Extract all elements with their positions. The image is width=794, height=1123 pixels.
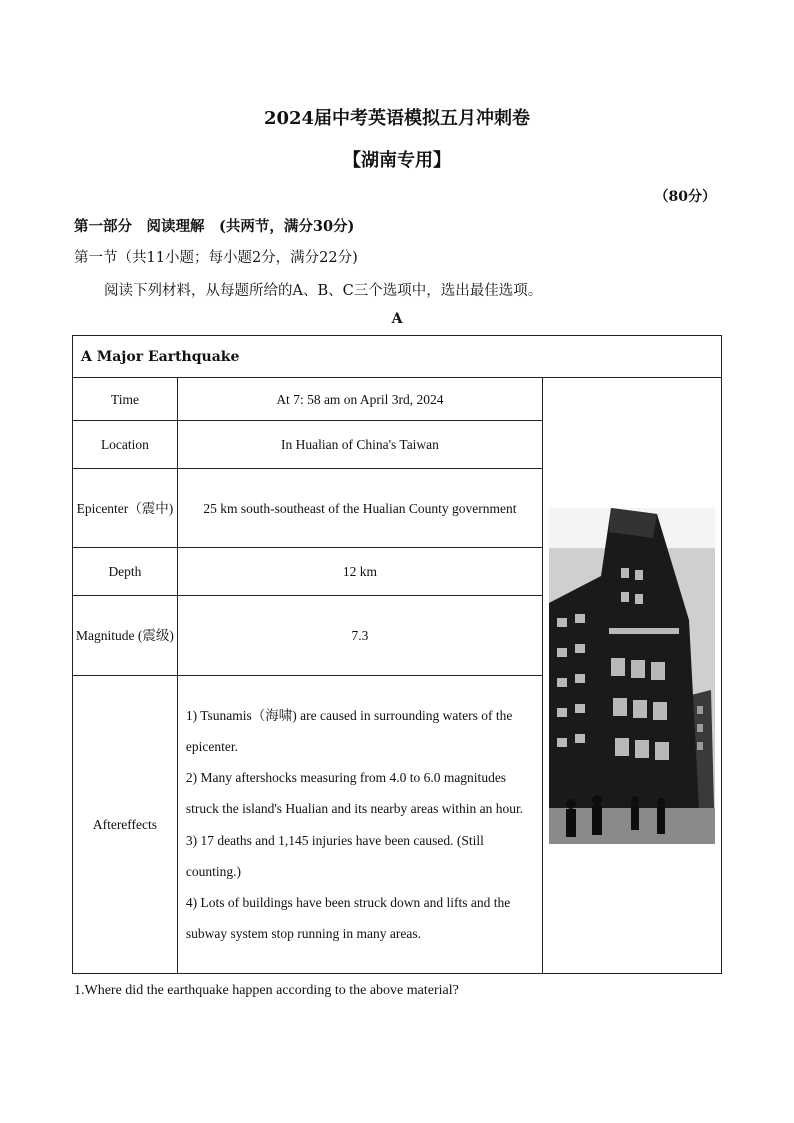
row-label-location: Location [73,421,178,469]
earthquake-table [72,335,722,974]
row-label-depth: Depth [73,548,178,596]
passage-label: A [391,311,403,327]
row-label-aftereffects: Aftereffects [73,676,178,974]
table-title: A Major Earthquake [73,336,722,378]
row-value-time: At 7: 58 am on April 3rd, 2024 [177,378,542,421]
instructions: 阅读下列材料，从每题所给的A、B、C三个选项中，选出最佳选项。 [104,283,543,299]
total-score: （80分） [654,189,716,205]
row-label-time: Time [73,378,178,421]
row-label-epicenter: Epicenter（震中) [73,469,178,548]
row-label-magnitude: Magnitude (震级) [73,596,178,676]
aftereffect-item: 1) Tsunamis（海啸) are caused in surrounding waters of the epicenter. [185,707,513,754]
exam-subtitle: 【湖南专用】 [343,150,451,171]
aftereffects-list [177,676,542,974]
aftereffect-item: 3) 17 deaths and 1,145 injuries have been caused. (Still counting.) [185,832,484,879]
row-value-epicenter: 25 km south-southeast of the Hualian County government [177,469,542,548]
question-1: 1.Where did the earthquake happen according to the above material? [74,983,459,998]
aftereffect-item: 4) Lots of buildings have been struck down and lifts and the subway system stop running in many areas. [185,894,511,942]
section-heading: 第一节（共11小题；每小题2分，满分22分) [74,250,358,266]
row-value-depth: 12 km [177,548,542,596]
aftereffect-item: 2) Many aftershocks measuring from 4.0 to 6.0 magnitudes struck the island's Hualian and its nearby areas within an hour. [185,770,524,817]
building-photo-cell [543,378,722,974]
row-value-magnitude: 7.3 [177,596,542,676]
tilted-building-photo-icon [549,508,715,844]
row-value-location: In Hualian of China's Taiwan [177,421,542,469]
exam-title: 2024届中考英语模拟五月冲刺卷 [263,108,531,129]
part-heading: 第一部分 阅读理解 (共两节，满分30分) [74,218,355,235]
